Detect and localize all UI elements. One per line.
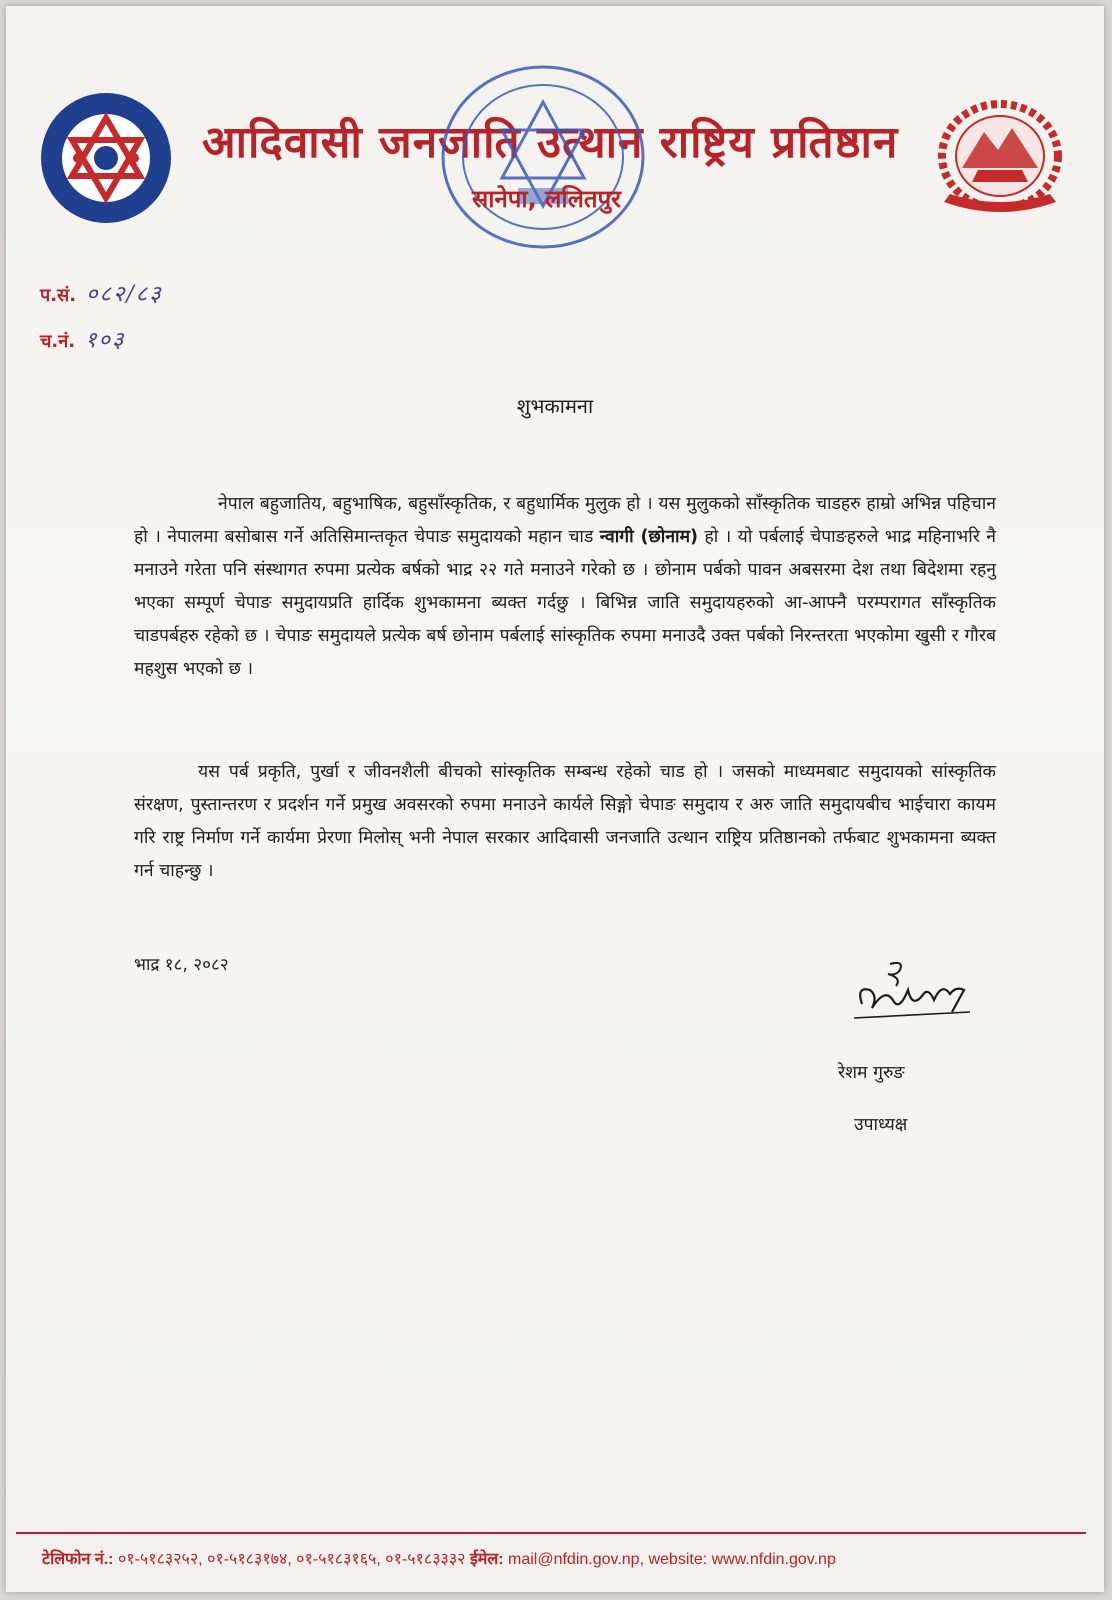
official-stamp-icon: [436, 60, 650, 254]
signatory-title: उपाध्यक्ष: [854, 1115, 908, 1135]
nfdin-star-logo-icon: [38, 90, 174, 226]
letter-title: शुभकामना: [516, 394, 594, 418]
letter-page: [6, 6, 1104, 1592]
paragraph-1-part-b: हो । यो पर्बलाई चेपाङहरुले भाद्र महिनाभरि नै मनाउने गरेता पनि संस्थागत रुपमा प्रत्येक बर्षको भाद्र २२ गते मनाउने गरेको छ । छोनाम पर्बको पावन अबसरमा देश तथा बिदेशमा रहनु भएका सम्पूर्ण चेपाङ समुदायप्रति हार्दिक शुभकामना ब्यक्त गर्दछु । बिभिन्न जाति समुदायहरुको आ-आफ्नै परम्परागत साँस्कृतिक चाडपर्बहरु रहेको छ । चेपाङ समुदायले प्रत्येक बर्ष छोनाम पर्बलाई सांस्कृतिक रुपमा मनाउदै उक्त पर्बको निरन्तरता भएकोमा खुसी र गौरब महशुस भएको छ ।: [134, 527, 996, 679]
reference-cn-label: च.नं.: [40, 331, 76, 352]
letter-paragraph-1: [134, 488, 996, 686]
footer-phone-label: टेलिफोन नं.:: [42, 1551, 114, 1568]
letter-paragraph-2: यस पर्ब प्रकृति, पुर्खा र जीवनशैली बीचको सांस्कृतिक सम्बन्ध रहेको चाड हो । जसको माध्यमबाट समुदायको सांस्कृतिक संरक्षण, पुस्तान्तरण र प्रदर्शन गर्ने प्रमुख अवसरको रुपमा मनाउने कार्यले सिङ्गो चेपाङ समुदाय र अरु जाति समुदायबीच भाईचारा कायम गरि राष्ट्र निर्माण गर्ने कार्यमा प्रेरणा मिलोस् भनी नेपाल सरकार आदिवासी जनजाति उत्थान राष्ट्रिय प्रतिष्ठानको तर्फबाट शुभकामना ब्यक्त गर्न चाहन्छु ।: [134, 762, 996, 881]
footer-contact: [42, 1547, 1092, 1569]
footer-website-label: website:: [648, 1551, 708, 1568]
reference-cn: [40, 324, 125, 354]
footer-phones: ०१-५१८३२५२, ०१-५१८३१७४, ०१-५१८३१६५, ०१-५१८३३३२: [117, 1551, 466, 1568]
letter-date: भाद्र १८, २०८२: [134, 955, 229, 975]
organization-name: आदिवासी जनजाति उत्थान राष्ट्रिय प्रतिष्ठान: [202, 117, 899, 168]
footer-email[interactable]: mail@nfdin.gov.np: [508, 1551, 640, 1568]
reference-ps-value: ०८२/८३: [86, 282, 163, 307]
footer-divider: [16, 1532, 1086, 1534]
paragraph-1-part-a: नेपाल बहुजातिय, बहुभाषिक, बहुसाँस्कृतिक, र बहुधार्मिक मुलुक हो । यस मुलुकको साँस्कृतिक चाडहरु हाम्रो अभिन्न पहिचान हो । नेपालमा बसोबास गर्ने अतिसिमान्तकृत चेपाङ समुदायको महान चाड: [134, 494, 996, 547]
reference-ps: [40, 278, 163, 308]
footer-email-label: ईमेल:: [469, 1551, 504, 1568]
organization-location: सानेपा, ललितपुर: [472, 185, 621, 213]
handwritten-signature-icon: [852, 956, 982, 1036]
festival-name: न्वागी (छोनाम): [599, 527, 699, 547]
reference-ps-label: प.सं.: [40, 285, 77, 306]
signatory-name: रेशम गुरुङ: [838, 1063, 905, 1083]
footer-website[interactable]: www.nfdin.gov.np: [711, 1551, 836, 1568]
footer-separator: ,: [639, 1551, 649, 1568]
nepal-emblem-icon: [932, 98, 1068, 220]
reference-cn-value: १०३: [85, 328, 126, 353]
